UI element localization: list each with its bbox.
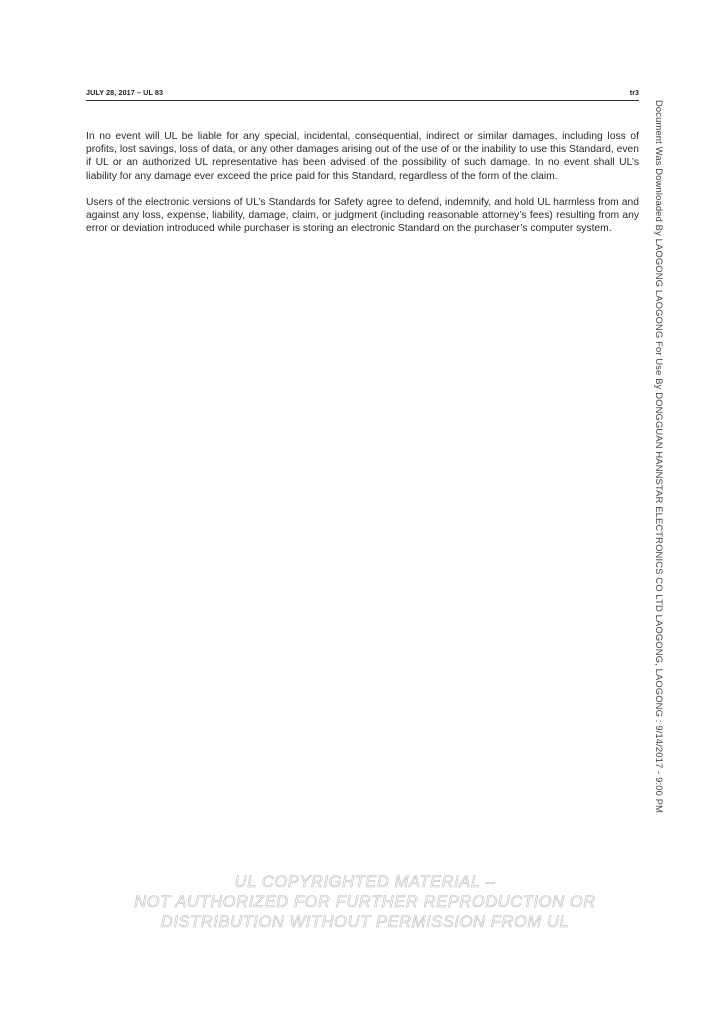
- download-sidebar: [651, 100, 667, 932]
- copyright-watermark: [110, 872, 620, 932]
- watermark-line-2: NOT AUTHORIZED FOR FURTHER REPRODUCTION OR: [134, 893, 596, 911]
- watermark-line-3: DISTRIBUTION WITHOUT PERMISSION FROM UL: [160, 913, 570, 931]
- page-number: tr3: [629, 88, 639, 97]
- watermark-line-1: UL COPYRIGHTED MATERIAL –: [234, 873, 496, 891]
- paragraph-liability: In no event will UL be liable for any special, incidental, consequential, indirect or similar damages, including loss of profits, lost savings, loss of data, or any other damages arising out of the use of or the inability to use this Standard, even if UL or an authorized UL representative has been advised of the possibility of such damage. In no event shall UL’s liability for any damage ever exceed the price paid for this Standard, regardless of the form of the claim.: [86, 131, 639, 182]
- header-date-standard: JULY 28, 2017 – UL 83: [86, 88, 164, 97]
- paragraph-indemnify: Users of the electronic versions of UL’s Standards for Safety agree to defend, indemnify, and hold UL harmless from and against any loss, expense, liability, damage, claim, or judgment (including reasonable attorney’s fees) resulting from any error or deviation introduced while purchaser is storing an electronic Standard on the purchaser’s computer system.: [86, 196, 639, 235]
- body-text: [86, 130, 639, 248]
- download-notice: Document Was Downloaded By LAOGONG LAOGONG For Use By DONGGUAN HANNSTAR ELECTRONICS CO LTD LAOGONG, LAOGONG : 9/14/2017 - 9:00 PM: [654, 100, 665, 814]
- page-header: [86, 88, 639, 101]
